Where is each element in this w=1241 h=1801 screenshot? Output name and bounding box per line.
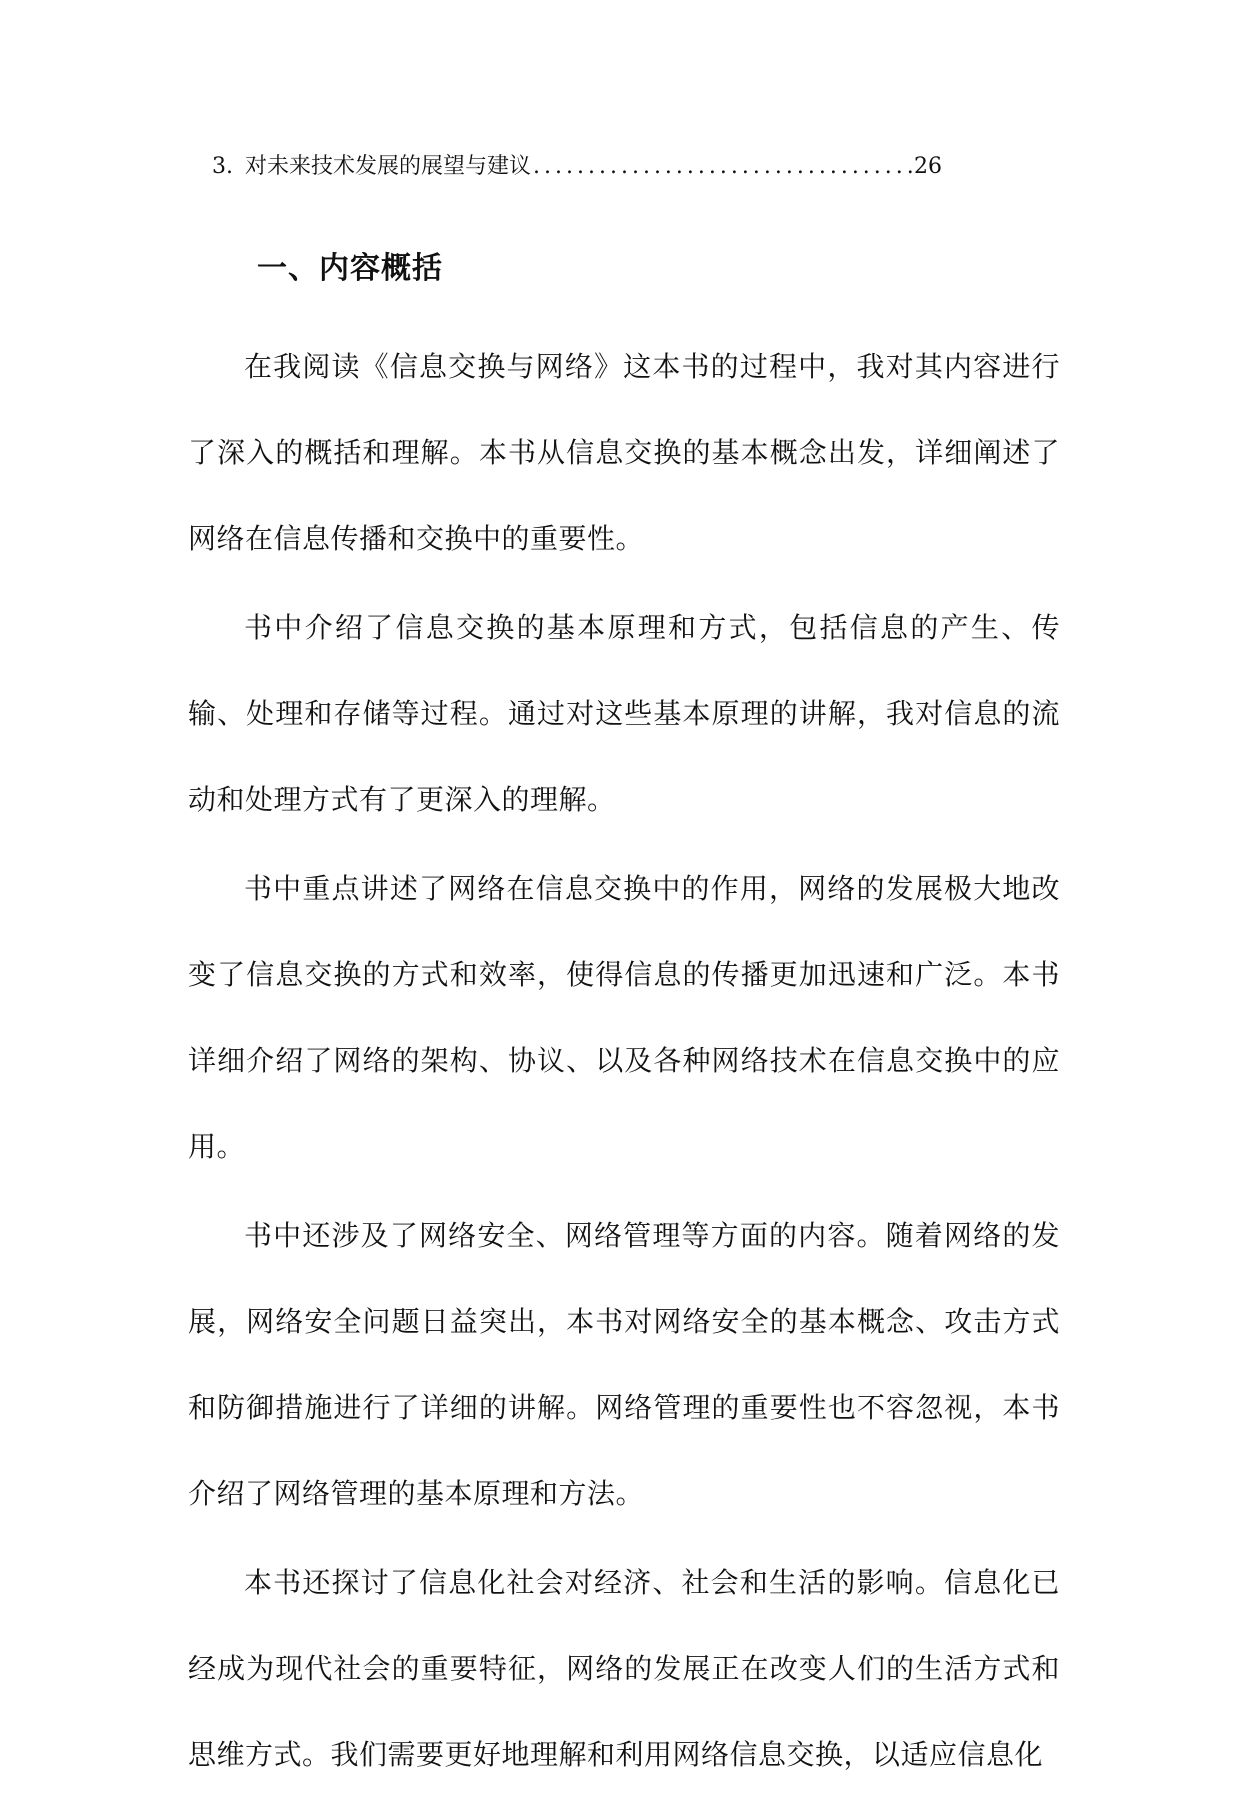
paragraph: 书中还涉及了网络安全、网络管理等方面的内容。随着网络的发展，网络安全问题日益突出，本书对网络安全的基本概念、攻击方式和防御措施进行了详细的讲解。网络管理的重要性也不容忽视，本书介绍了网络管理的基本原理和方法。 [188, 1219, 1060, 1510]
toc-entry-title: 对未来技术发展的展望与建议 [245, 154, 532, 179]
paragraph: 书中重点讲述了网络在信息交换中的作用，网络的发展极大地改变了信息交换的方式和效率，使得信息的传播更加迅速和广泛。本书详细介绍了网络的架构、协议、以及各种网络技术在信息交换中的应用。 [188, 872, 1060, 1163]
paragraph: 在我阅读《信息交换与网络》这本书的过程中，我对其内容进行了深入的概括和理解。本书从信息交换的基本概念出发，详细阐述了网络在信息传播和交换中的重要性。 [188, 350, 1060, 555]
paragraph: 本书还探讨了信息化社会对经济、社会和生活的影响。信息化已经成为现代社会的重要特征，网络的发展正在改变人们的生活方式和思维方式。我们需要更好地理解和利用网络信息交换，以适应信息化 [188, 1566, 1060, 1771]
section-heading: 一、内容概括 [257, 251, 443, 286]
toc-dot-leader [533, 150, 912, 184]
body-text [188, 324, 1060, 1801]
toc-entry-page-number: 26 [914, 154, 942, 179]
toc-entry[interactable] [212, 150, 942, 184]
toc-entry-number: 3. [212, 154, 233, 179]
paragraph: 书中介绍了信息交换的基本原理和方式，包括信息的产生、传输、处理和存储等过程。通过对这些基本原理的讲解，我对信息的流动和处理方式有了更深入的理解。 [188, 611, 1060, 816]
